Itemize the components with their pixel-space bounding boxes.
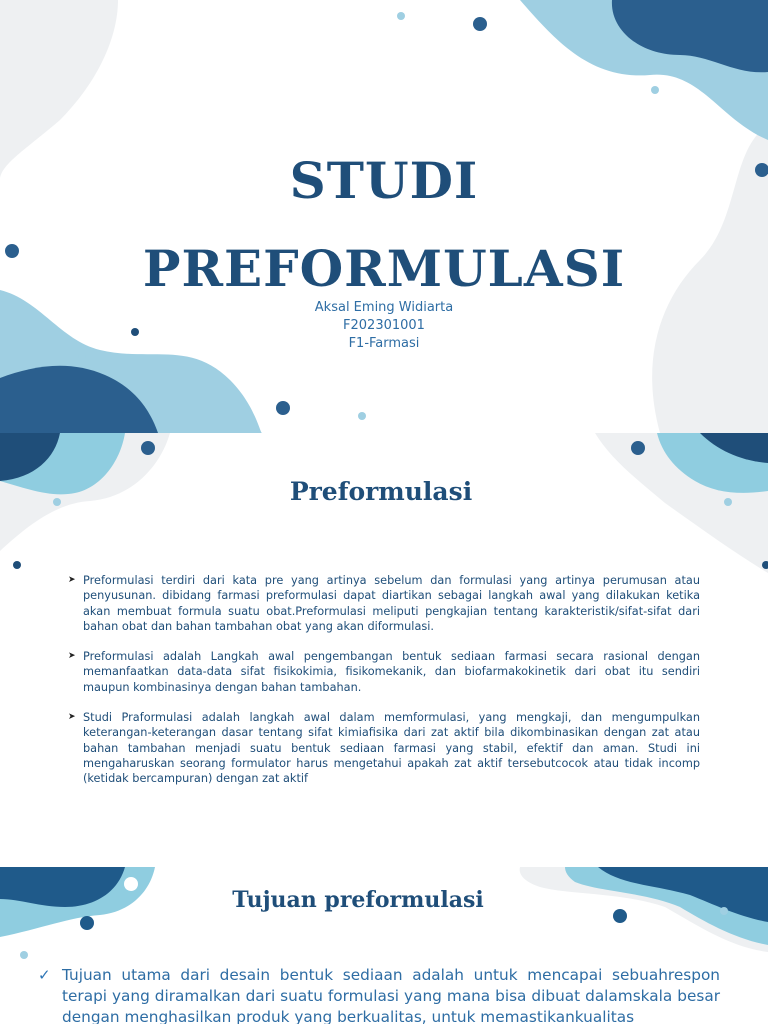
arrowhead-bullet-icon: ➤ (68, 651, 76, 662)
section-heading: Tujuan preformulasi (232, 887, 484, 913)
title-line-1: STUDI (289, 151, 479, 210)
list-item-text: Tujuan utama dari desain bentuk sediaan adalah untuk mencapai sebuahrespon terapi yang diramalkan dari suatu formulasi yang mana bisa dibuat dalamskala besar dengan menghasilkan produk yang berkualitas, untuk memastikankualitas (62, 966, 720, 1024)
slide-tujuan (0, 867, 768, 1024)
checkmark-icon: ✓ (38, 966, 51, 984)
class-name: F1-Farmasi (348, 336, 420, 351)
list-item (68, 649, 700, 695)
list-item-text: Preformulasi terdiri dari kata pre yang artinya sebelum dan formulasi yang artinya perumusan atau penyusunan. dibidang farmasi preformulasi dapat diartikan sebagai langkah awal yang dilakukan ketika akan membuat formula suatu obat.Preformulasi meliputi pengkajian tentang karakteristik/sifat-sifat dari bahan obat dan bahan tambahan obat yang akan diformulasi. (83, 574, 700, 633)
student-id: F202301001 (343, 318, 425, 333)
list-item (38, 965, 720, 1024)
author-name: Aksal Eming Widiarta (314, 300, 454, 315)
list-item (68, 573, 700, 634)
bullet-list (68, 573, 700, 802)
slide-preformulasi (0, 433, 768, 867)
title-line-2: PREFORMULASI (142, 239, 626, 298)
slide-title (0, 0, 768, 433)
section-heading: Preformulasi (289, 477, 473, 506)
arrowhead-bullet-icon: ➤ (68, 575, 76, 585)
arrowhead-bullet-icon: ➤ (68, 712, 76, 723)
list-item (68, 710, 700, 786)
list-item-text: Preformulasi adalah Langkah awal pengembangan bentuk sediaan farmasi secara rasional dengan memanfaatkan data-data sifat fisikokimia, fisikomekanik, dan biofarmakokinetik dari obat itu sendiri maupun kombinasinya dengan bahan tambahan. (83, 650, 700, 694)
list-item-text: Studi Praformulasi adalah langkah awal dalam memformulasi, yang mengkaji, dan mengumpulkan keterangan-keterangan dasar tentang sifat kimiafisika dari zat aktif bila dikombinasikan dengan zat atau bahan tambahan menjadi suatu bentuk sediaan farmasi yang stabil, efektif dan aman. Studi ini mengaharuskan seorang formulator harus mengetahui apakah zat aktif tersebutcocok atau tidak incomp (ketidak bercampuran) dengan zat aktif (83, 711, 700, 786)
